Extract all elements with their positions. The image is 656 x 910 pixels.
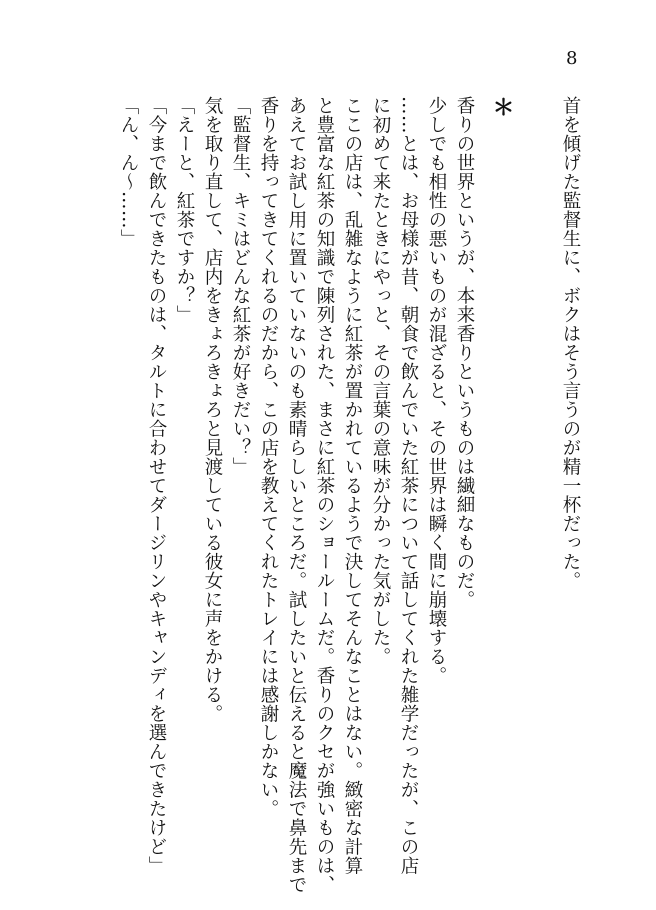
- text-line: に初めて来たときにやっと、その言葉の意味が分かった気がした。: [370, 96, 391, 666]
- text-line: と豊富な紅茶の知識で陳列された、まさに紅茶のショールームだ。香りのクセが強いものは、: [314, 96, 335, 894]
- scene-spacer: [478, 96, 488, 886]
- scene-spacer: [516, 96, 556, 886]
- text-line: 香りを持ってきてくれるのだから、この店を教えてくれたトレイには感謝しかない。: [258, 96, 279, 818]
- text-line: 少しでも相性の悪いものが混ざると、その世界は瞬く間に崩壊する。: [426, 96, 447, 685]
- text-line: 香りの世界というが、本来香りというものは繊細なものだ。: [454, 96, 475, 609]
- scene-break-asterisk: ＊: [489, 96, 515, 119]
- vertical-text-block: [114, 96, 584, 894]
- page-number: 8: [566, 48, 578, 69]
- text-line: 気を取り直して、店内をきょろきょろと見渡している彼女に声をかける。: [202, 96, 223, 723]
- text-line: あえてお試し用に置いていないのも素晴らしいところだ。試したいと伝えると魔法で鼻先まで: [286, 96, 307, 894]
- text-line: 「ん、ん〜……」: [118, 96, 139, 248]
- text-line: 首を傾げた監督生に、ボクはそう言うのが精一杯だった。: [560, 96, 581, 590]
- text-line: ……とは、お母様が昔、朝食で飲んでいた紅茶について話してくれた雑学だったが、この店: [398, 96, 419, 875]
- text-line: 「えーと、紅茶ですか？」: [174, 96, 195, 324]
- text-line: ここの店は、乱雑なように紅茶が置かれているようで決してそんなことはない。緻密な計算: [342, 96, 363, 875]
- text-line: 「今まで飲んできたものは、タルトに合わせてダージリンやキャンディを選んできたけど」: [146, 96, 167, 875]
- text-line: 「監督生、キミはどんな紅茶が好きだい？」: [230, 96, 251, 476]
